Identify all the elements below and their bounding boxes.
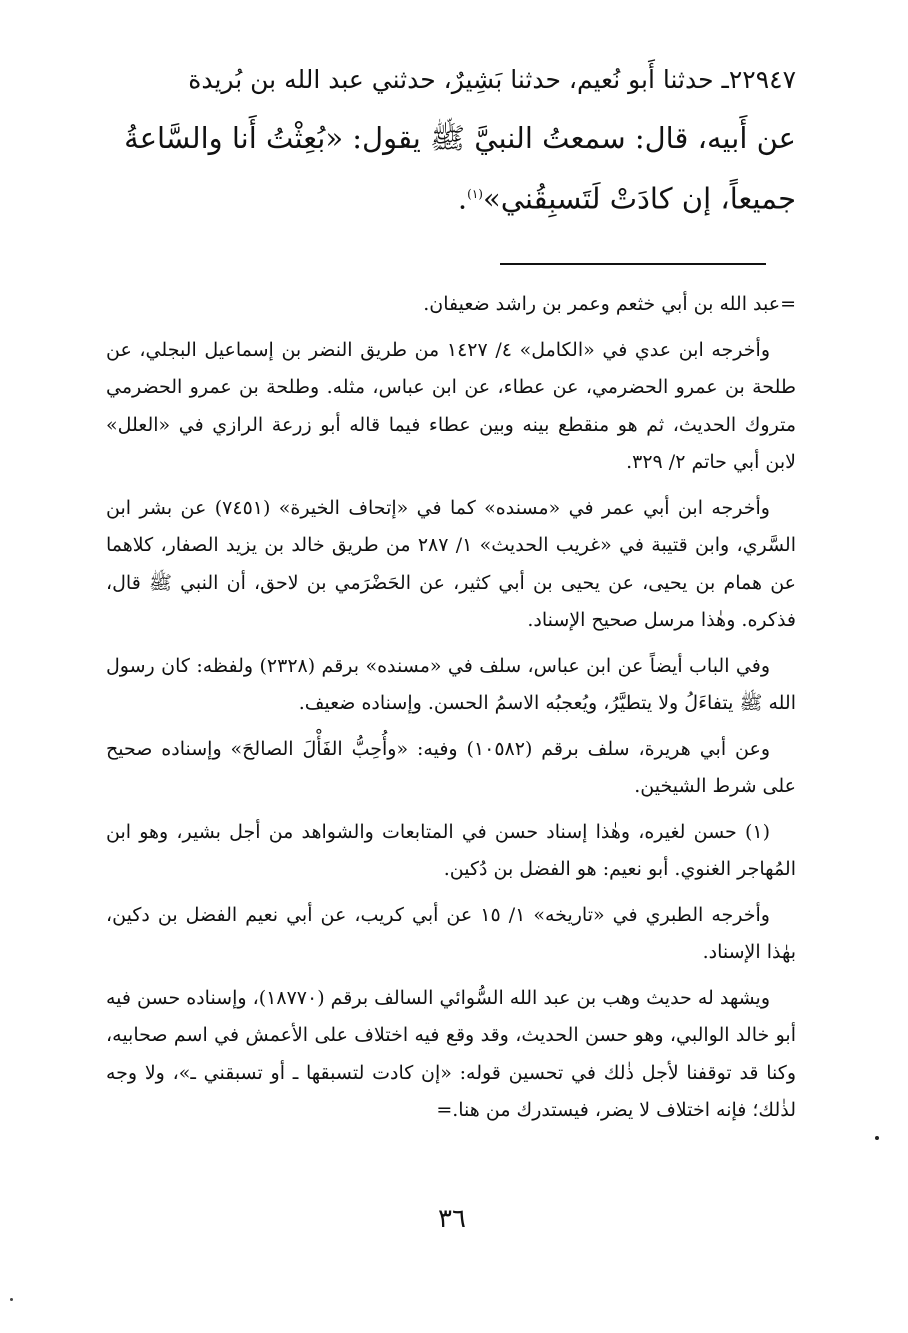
- note-paragraph: وأخرجه ابن عدي في «الكامل» ٤/ ١٤٢٧ من طريق النضر بن إسماعيل البجلي، عن طلحة بن عمرو الحضرمي، عن عطاء، عن ابن عباس، مثله. وطلحة بن عمرو الحضرمي متروك الحديث، ثم هو منقطع بينه وبين عطاء فيما قاله أبو زرعة الرازي في «العلل» لابن أبي حاتم ٢/ ٣٢٩.: [106, 338, 796, 473]
- scan-speck: [875, 1136, 879, 1140]
- footnote-ref: (١): [467, 187, 483, 201]
- hadith-line-3: [116, 170, 796, 226]
- scan-speck: [10, 1298, 13, 1301]
- note-paragraph: وعن أبي هريرة، سلف برقم (١٠٥٨٢) وفيه: «وأُحِبُّ الفَأْلَ الصالحَ» وإسناده صحيح على شرط الشيخين.: [106, 737, 796, 797]
- hadith-line-1: ٢٢٩٤٧ـ حدثنا أَبو نُعيم، حدثنا بَشِيرٌ، حدثني عبد الله بن بُريدة: [188, 65, 796, 94]
- hadith-text: [116, 56, 796, 112]
- note-paragraph: =عبد الله بن أبي خثعم وعمر بن راشد ضعيفان.: [423, 293, 796, 315]
- note-paragraph: وفي الباب أيضاً عن ابن عباس، سلف في «مسنده» برقم (٢٣٢٨) ولفظه: كان رسول الله ﷺ يتفاءَلُ ولا يتطيَّرُ، ويُعجبُه الاسمُ الحسن. وإسناده ضعيف.: [106, 654, 796, 714]
- note-paragraph: وأخرجه ابن أبي عمر في «مسنده» كما في «إتحاف الخيرة» (٧٤٥١) عن بشر ابن السَّري، وابن قتيبة في «غريب الحديث» ١/ ٢٨٧ من طريق خالد بن يزيد الصفار، كلاهما عن همام بن يحيى، عن يحيى بن أبي كثير، عن الحَضْرَمي بن لاحق، أن النبي ﷺ قال، فذكره. وهٰذا مرسل صحيح الإسناد.: [106, 496, 797, 631]
- note-paragraph: ويشهد له حديث وهب بن عبد الله السُّوائي السالف برقم (١٨٧٧٠)، وإسناده حسن فيه أبو خالد الوالبي، وهو حسن الحديث، وقد وقع فيه اختلاف على الأعمش في اسم صحابيه، وكنا قد توقفنا لأجل ذٰلك في تحسين قوله: «إن كادت لتسبقها ـ أو تسبقني ـ»، ولا وجه لذٰلك؛ فإنه اختلاف لا يضر، فيستدرك من هنا.=: [106, 986, 796, 1121]
- footnotes: [106, 286, 796, 1138]
- note-paragraph: وأخرجه الطبري في «تاريخه» ١/ ١٥ عن أبي كريب، عن أبي نعيم الفضل بن دكين، بهٰذا الإسناد.: [106, 903, 796, 963]
- hadith-line-3-end: .: [457, 181, 468, 216]
- hadith-line-2: عن أَبيه، قال: سمعتُ النبيَّ ﷺ يقول: «بُعِثْتُ أَنا والسَّاعةُ: [124, 121, 796, 155]
- hadith-text-body: [116, 114, 796, 226]
- hadith-line-3-text: جميعاً، إن كادَتْ لَتَسبِقُني»: [482, 181, 796, 216]
- page-number: ٣٦: [438, 1204, 466, 1234]
- note-paragraph: (١) حسن لغيره، وهٰذا إسناد حسن في المتابعات والشواهد من أجل بشير، وهو ابن المُهاجر الغنوي. أبو نعيم: هو الفضل بن دُكين.: [106, 820, 796, 880]
- footnote-divider: [500, 263, 766, 265]
